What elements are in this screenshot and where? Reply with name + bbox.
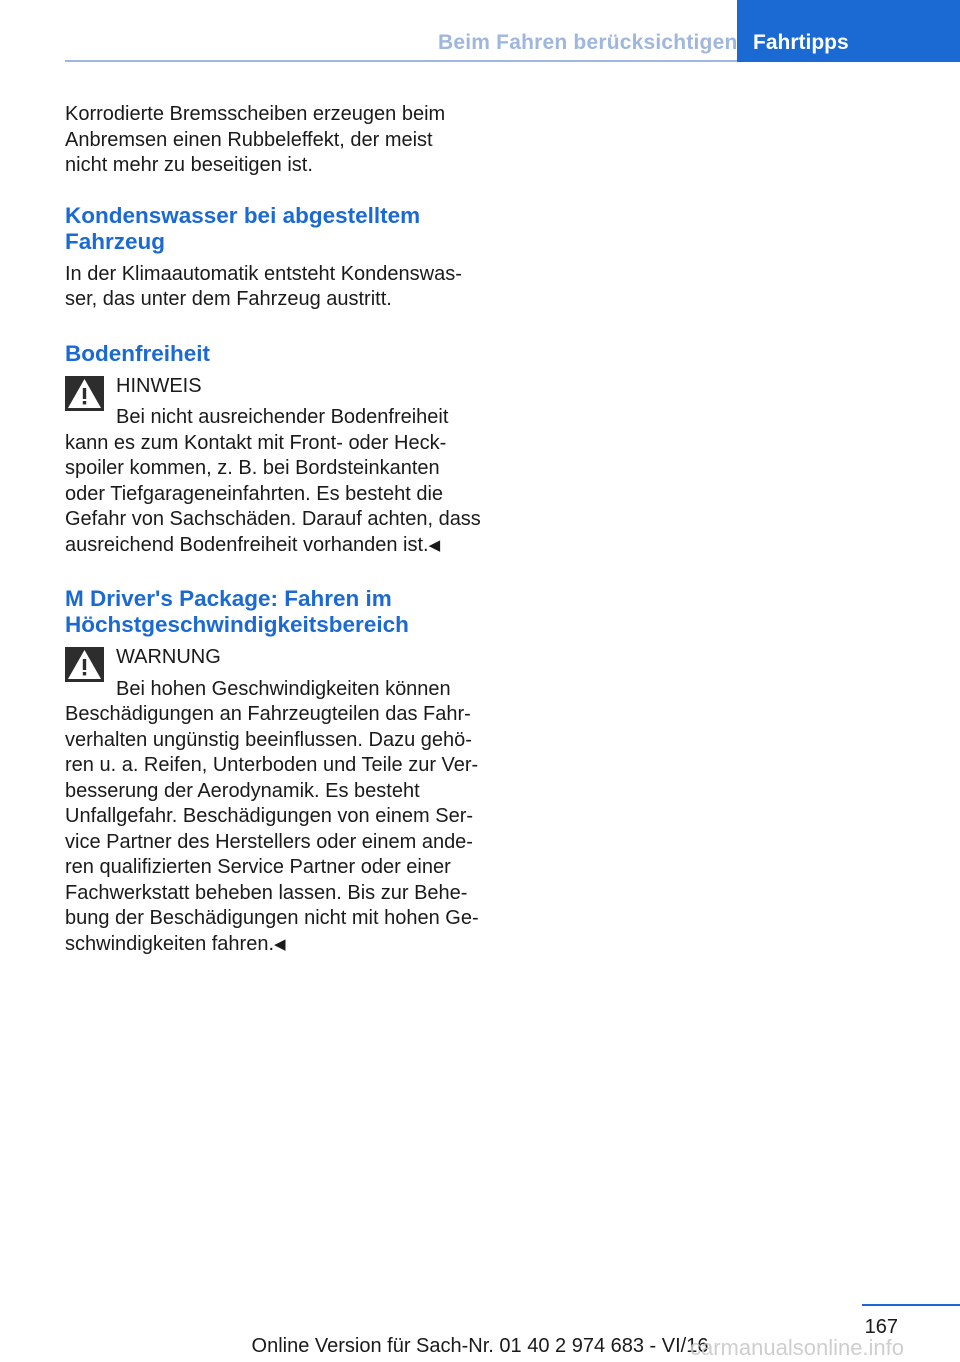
text-line: bung der Beschädigungen nicht mit hohen Ge-: [65, 907, 479, 929]
text-line: besserung der Aerodynamik. Es besteht: [65, 779, 420, 802]
paragraph-kondenswasser: [65, 262, 485, 313]
warning-label: WARNUNG: [116, 646, 221, 668]
intro-paragraph: [65, 102, 485, 179]
text-line: ser, das unter dem Fahrzeug austritt.: [65, 288, 392, 310]
notice-box: [65, 374, 485, 559]
header-divider: [65, 60, 737, 62]
page-header: [0, 0, 960, 62]
online-version-note: Online Version für Sach-Nr. 01 40 2 974 683 - VI/16: [251, 1335, 709, 1357]
text-line: nicht mehr zu beseitigen ist.: [65, 154, 313, 176]
text-line: Fachwerkstatt beheben lassen. Bis zur Behe-: [65, 881, 468, 904]
text-line: In der Klimaautomatik entsteht Kondenswas-: [65, 262, 462, 285]
warning-box: [65, 645, 485, 957]
end-mark-icon: ◀: [274, 935, 286, 953]
heading-line: Kondenswasser bei abgestelltem: [65, 202, 421, 228]
warning-triangle-icon: [65, 647, 104, 682]
section-heading-bodenfreiheit: Bodenfreiheit: [65, 340, 211, 366]
text-line: kann es zum Kontakt mit Front- oder Heck-: [65, 431, 447, 454]
section-heading-m-drivers-package: [65, 586, 485, 638]
text-line: ren qualifizierten Service Partner oder einer: [65, 856, 451, 878]
text-line: Bei nicht ausreichender Bodenfreiheit: [116, 406, 449, 428]
text-line: Korrodierte Bremsscheiben erzeugen beim: [65, 103, 446, 125]
heading-line: M Driver's Package: Fahren im: [65, 586, 392, 611]
text-line: verhalten ungünstig beeinflussen. Dazu gehö-: [65, 728, 472, 751]
text-line: Beschädigungen an Fahrzeugteilen das Fahr-: [65, 703, 471, 725]
heading-line: Fahrzeug: [65, 228, 166, 254]
text-line: ausreichend Bodenfreiheit vorhanden ist.: [65, 533, 429, 556]
text-line: oder Tiefgarageneinfahrten. Es besteht die: [65, 482, 444, 505]
text-line: Bei hohen Geschwindigkeiten können: [116, 677, 451, 700]
text-line: spoiler kommen, z. B. bei Bordsteinkanten: [65, 457, 440, 479]
text-line: Anbremsen einen Rubbeleffekt, der meist: [65, 128, 433, 151]
warning-text: [65, 677, 485, 958]
footer-divider: [862, 1304, 960, 1306]
chapter-tab: Fahrtipps: [737, 0, 960, 62]
text-line: ren u. a. Reifen, Unterboden und Teile zur Ver-: [65, 754, 479, 776]
end-mark-icon: ◀: [428, 536, 441, 554]
text-line: Unfallgefahr. Beschädigungen von einem Ser-: [65, 805, 474, 827]
page-content: [65, 102, 485, 957]
text-line: Gefahr von Sachschäden. Darauf achten, dass: [65, 508, 481, 530]
watermark: carmanualsonline.info: [690, 1335, 905, 1360]
page-number: 167: [864, 1316, 898, 1338]
heading-line: Höchstgeschwindigkeitsbereich: [65, 612, 409, 637]
warning-triangle-icon: [65, 376, 104, 411]
section-heading-kondenswasser: [65, 203, 485, 255]
text-line: schwindigkeiten fahren.: [65, 932, 275, 955]
notice-text: [65, 405, 485, 558]
section-title: Beim Fahren berücksichtigen: [438, 31, 738, 54]
text-line: vice Partner des Herstellers oder einem ande-: [65, 830, 473, 853]
notice-label: HINWEIS: [116, 374, 202, 397]
